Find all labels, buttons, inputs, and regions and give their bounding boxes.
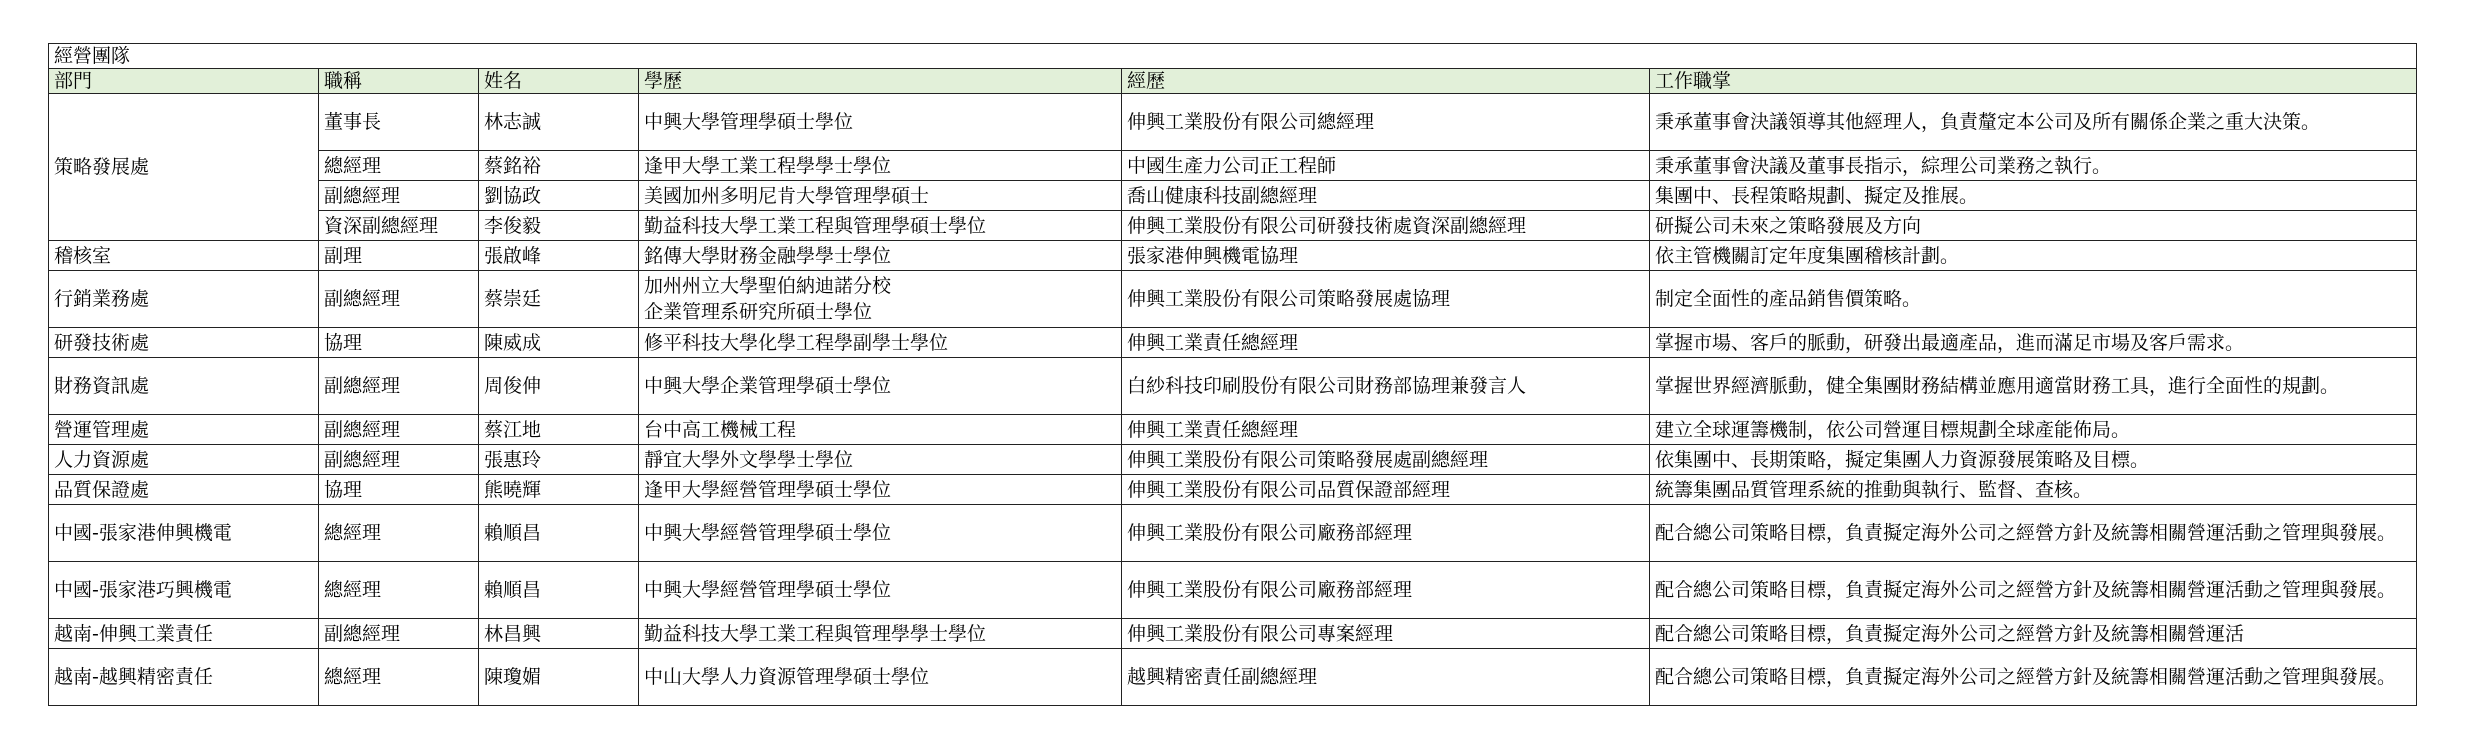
cell-duty: 秉承董事會決議及董事長指示，綜理公司業務之執行。: [1650, 151, 2417, 181]
header-department: 部門: [49, 69, 319, 94]
cell-experience: 張家港伸興機電協理: [1122, 241, 1650, 271]
cell-title: 協理: [319, 328, 479, 358]
cell-department: 越南-越興精密責任: [49, 649, 319, 706]
table-row: [49, 241, 2417, 271]
cell-name: 林志誠: [479, 94, 639, 151]
cell-education: 逢甲大學工業工程學學士學位: [639, 151, 1122, 181]
cell-title: 副總經理: [319, 271, 479, 328]
section-title: 經營團隊: [49, 44, 2417, 69]
cell-duty: 配合總公司策略目標，負責擬定海外公司之經營方針及統籌相關營運活: [1650, 619, 2417, 649]
table-row: [49, 505, 2417, 562]
cell-department: 中國-張家港巧興機電: [49, 562, 319, 619]
cell-education: 銘傳大學財務金融學學士學位: [639, 241, 1122, 271]
cell-title: 副總經理: [319, 358, 479, 415]
cell-duty: 集團中、長程策略規劃、擬定及推展。: [1650, 181, 2417, 211]
education-line: 企業管理系研究所碩士學位: [644, 301, 873, 323]
cell-education: [639, 271, 1122, 328]
cell-department: 中國-張家港伸興機電: [49, 505, 319, 562]
cell-duty: 秉承董事會決議領導其他經理人，負責釐定本公司及所有關係企業之重大決策。: [1650, 94, 2417, 151]
cell-duty: 掌握市場、客戶的脈動，研發出最適產品，進而滿足市場及客戶需求。: [1650, 328, 2417, 358]
cell-duty: 依集團中、長期策略，擬定集團人力資源發展策略及目標。: [1650, 445, 2417, 475]
cell-experience: 伸興工業股份有限公司策略發展處副總經理: [1122, 445, 1650, 475]
cell-duty: 制定全面性的產品銷售價策略。: [1650, 271, 2417, 328]
table-row: [49, 151, 2417, 181]
cell-title: 總經理: [319, 505, 479, 562]
cell-name: 蔡江地: [479, 415, 639, 445]
cell-department: 人力資源處: [49, 445, 319, 475]
cell-name: 劉協政: [479, 181, 639, 211]
cell-experience: 喬山健康科技副總經理: [1122, 181, 1650, 211]
cell-experience: 伸興工業股份有限公司專案經理: [1122, 619, 1650, 649]
header-title: 職稱: [319, 69, 479, 94]
cell-education: 美國加州多明尼肯大學管理學碩士: [639, 181, 1122, 211]
cell-experience: 中國生產力公司正工程師: [1122, 151, 1650, 181]
cell-title: 協理: [319, 475, 479, 505]
cell-education: 中興大學企業管理學碩士學位: [639, 358, 1122, 415]
cell-experience: 白紗科技印刷股份有限公司財務部協理兼發言人: [1122, 358, 1650, 415]
table-row: [49, 445, 2417, 475]
cell-experience: 越興精密責任副總經理: [1122, 649, 1650, 706]
cell-experience: 伸興工業股份有限公司廠務部經理: [1122, 562, 1650, 619]
cell-title: 副總經理: [319, 445, 479, 475]
cell-name: 張惠玲: [479, 445, 639, 475]
table-row: [49, 94, 2417, 151]
table-row: [49, 475, 2417, 505]
cell-name: 熊曉輝: [479, 475, 639, 505]
cell-department: 稽核室: [49, 241, 319, 271]
cell-title: 副總經理: [319, 181, 479, 211]
cell-duty: 配合總公司策略目標，負責擬定海外公司之經營方針及統籌相關營運活動之管理與發展。: [1650, 649, 2417, 706]
cell-name: 林昌興: [479, 619, 639, 649]
cell-title: 總經理: [319, 151, 479, 181]
table-row: [49, 619, 2417, 649]
cell-duty: 建立全球運籌機制，依公司營運目標規劃全球產能佈局。: [1650, 415, 2417, 445]
cell-education: 中興大學管理學碩士學位: [639, 94, 1122, 151]
cell-title: 資深副總經理: [319, 211, 479, 241]
cell-experience: 伸興工業責任總經理: [1122, 328, 1650, 358]
cell-education: 勤益科技大學工業工程與管理學學士學位: [639, 619, 1122, 649]
cell-department: 策略發展處: [49, 94, 319, 241]
cell-name: 蔡銘裕: [479, 151, 639, 181]
cell-experience: 伸興工業股份有限公司研發技術處資深副總經理: [1122, 211, 1650, 241]
table-row: [49, 562, 2417, 619]
cell-duty: 研擬公司未來之策略發展及方向: [1650, 211, 2417, 241]
cell-department: 營運管理處: [49, 415, 319, 445]
table-row: [49, 181, 2417, 211]
cell-education: 逢甲大學經營管理學碩士學位: [639, 475, 1122, 505]
table-row: [49, 415, 2417, 445]
header-education: 學歷: [639, 69, 1122, 94]
table-header-row: [49, 69, 2417, 94]
cell-education: 靜宜大學外文學學士學位: [639, 445, 1122, 475]
cell-experience: 伸興工業股份有限公司廠務部經理: [1122, 505, 1650, 562]
cell-duty: 統籌集團品質管理系統的推動與執行、監督、查核。: [1650, 475, 2417, 505]
table-row: [49, 271, 2417, 328]
cell-experience: 伸興工業股份有限公司品質保證部經理: [1122, 475, 1650, 505]
cell-experience: 伸興工業股份有限公司總經理: [1122, 94, 1650, 151]
header-experience: 經歷: [1122, 69, 1650, 94]
cell-name: 張啟峰: [479, 241, 639, 271]
management-team-table: [48, 43, 2417, 706]
cell-name: 李俊毅: [479, 211, 639, 241]
cell-name: 陳瓊媚: [479, 649, 639, 706]
cell-duty: 掌握世界經濟脈動，健全集團財務結構並應用適當財務工具，進行全面性的規劃。: [1650, 358, 2417, 415]
cell-title: 副總經理: [319, 619, 479, 649]
cell-duty: 配合總公司策略目標，負責擬定海外公司之經營方針及統籌相關營運活動之管理與發展。: [1650, 562, 2417, 619]
cell-experience: 伸興工業股份有限公司策略發展處協理: [1122, 271, 1650, 328]
cell-education: 中山大學人力資源管理學碩士學位: [639, 649, 1122, 706]
cell-education: 中興大學經營管理學碩士學位: [639, 562, 1122, 619]
cell-experience: 伸興工業責任總經理: [1122, 415, 1650, 445]
table-row: [49, 328, 2417, 358]
management-team-sheet: [48, 43, 2417, 706]
cell-department: 財務資訊處: [49, 358, 319, 415]
table-row: [49, 358, 2417, 415]
cell-name: 陳威成: [479, 328, 639, 358]
header-duty: 工作職掌: [1650, 69, 2417, 94]
cell-name: 蔡崇廷: [479, 271, 639, 328]
cell-duty: 依主管機關訂定年度集團稽核計劃。: [1650, 241, 2417, 271]
cell-department: 行銷業務處: [49, 271, 319, 328]
cell-education: 台中高工機械工程: [639, 415, 1122, 445]
cell-title: 總經理: [319, 562, 479, 619]
cell-title: 副理: [319, 241, 479, 271]
cell-duty: 配合總公司策略目標，負責擬定海外公司之經營方針及統籌相關營運活動之管理與發展。: [1650, 505, 2417, 562]
cell-education: 勤益科技大學工業工程與管理學碩士學位: [639, 211, 1122, 241]
table-title-row: [49, 44, 2417, 69]
cell-education: 修平科技大學化學工程學副學士學位: [639, 328, 1122, 358]
cell-title: 副總經理: [319, 415, 479, 445]
cell-department: 越南-伸興工業責任: [49, 619, 319, 649]
cell-title: 總經理: [319, 649, 479, 706]
education-line: 加州州立大學聖伯納迪諾分校: [644, 275, 892, 297]
cell-name: 賴順昌: [479, 505, 639, 562]
table-row: [49, 649, 2417, 706]
cell-name: 周俊伸: [479, 358, 639, 415]
cell-department: 研發技術處: [49, 328, 319, 358]
cell-department: 品質保證處: [49, 475, 319, 505]
cell-title: 董事長: [319, 94, 479, 151]
header-name: 姓名: [479, 69, 639, 94]
cell-education: 中興大學經營管理學碩士學位: [639, 505, 1122, 562]
table-row: [49, 211, 2417, 241]
cell-name: 賴順昌: [479, 562, 639, 619]
